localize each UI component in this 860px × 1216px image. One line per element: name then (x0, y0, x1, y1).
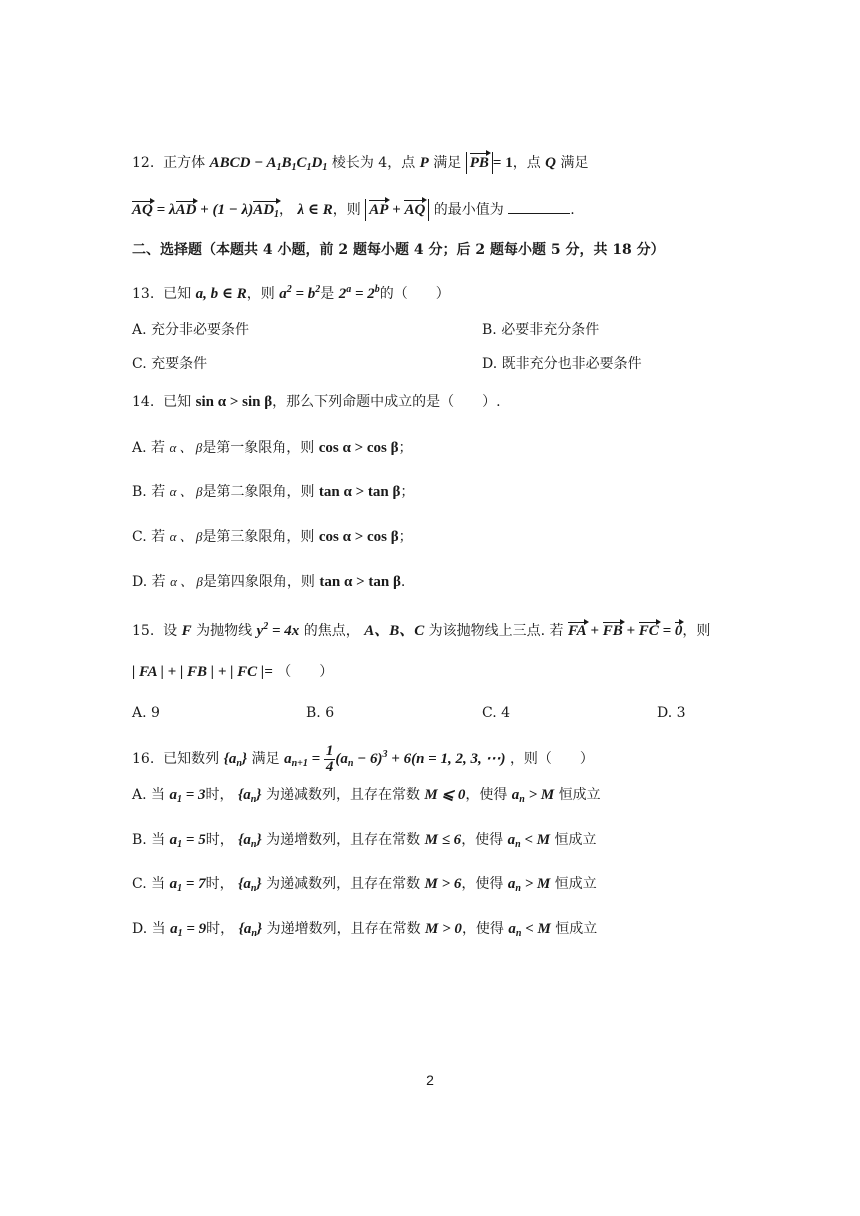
greek-ab: α 、 β (169, 529, 203, 544)
text: 为递减数列，且存在常数 (266, 876, 421, 892)
a1-value: $a_1 = 9$ (170, 921, 207, 939)
a1-value: $a_1 = 7$ (169, 876, 206, 894)
vector-sum: FA + FB + FC = 0 (568, 623, 683, 639)
q15-option-a[interactable]: A. 9 (132, 705, 160, 721)
text: . (400, 574, 406, 590)
text: ； (398, 529, 413, 545)
text: 正方体 (163, 155, 206, 171)
sequence-an: $\{a_n\}$ (223, 751, 248, 769)
answer-blank[interactable] (508, 199, 570, 214)
text: 的（ ） (379, 286, 450, 302)
text: ； (400, 484, 415, 500)
q14-stem (132, 392, 501, 412)
option-label: A. 若 (132, 440, 166, 456)
q14-option-c[interactable] (132, 527, 413, 547)
sequence-an: $\{a_n\}$ (238, 921, 263, 939)
aq-expression: AQ = $\lambda AD + (1 - \lambda)AD_1$ (132, 202, 279, 218)
q15-option-b[interactable]: B. 6 (306, 705, 335, 721)
focus-f: F (181, 623, 192, 639)
a1-value: $a_1 = 3$ (169, 787, 206, 805)
q13-stem (132, 280, 450, 304)
text: ，那么下列命题中成立的是（ ）. (272, 394, 501, 410)
math-expr: tan α > tan β (318, 484, 401, 500)
text: ，使得 (461, 921, 504, 937)
q15-line2 (132, 662, 333, 682)
eq-one: = 1 (492, 155, 513, 171)
q13-option-d[interactable]: D. 既非充分也非必要条件 (482, 356, 642, 372)
q15-option-d[interactable]: D. 3 (657, 705, 686, 721)
text: 是 (320, 286, 335, 302)
text: ，则 (246, 286, 275, 302)
q14-option-a[interactable] (132, 438, 413, 458)
recurrence: $a_{n+1}$ = $\frac{1}{4}$ $(a_n - 6)^3 + 6(n = 1$, 2, 3, ⋯) (284, 743, 506, 776)
abs-sum: | FA | + | FB | + | FC |= (132, 664, 273, 680)
q12-line1 (132, 152, 588, 178)
answer-paren: （ ） (277, 664, 334, 680)
question-number: 15. (132, 623, 155, 639)
q16-option-a[interactable] (132, 785, 601, 810)
power-eq: $2^a = 2^b$ (338, 284, 380, 302)
sequence-an: $\{a_n\}$ (237, 787, 262, 805)
option-label: B. 若 (132, 484, 166, 500)
abs-pb: PB (466, 152, 493, 174)
square-eq: $a^2 = b^2$ (279, 284, 321, 302)
ab-real: a, b ∈ R (195, 286, 247, 302)
text: 的最小值为 (433, 202, 504, 218)
points-abc: A、B、C (364, 623, 425, 639)
text: ； (398, 440, 413, 456)
q13-option-b[interactable]: B. 必要非充分条件 (482, 322, 600, 338)
cube-name: ABCD − $A_1B_1C_1D_1$ (209, 155, 328, 173)
page-number: 2 (426, 1072, 434, 1088)
text: 为抛物线 (196, 623, 253, 639)
text: 已知数列 (163, 751, 220, 767)
question-number: 16. (132, 751, 155, 767)
inequality: $a_n > M$ (511, 787, 555, 805)
question-number: 14. (132, 394, 155, 410)
text: 是第二象限角，则 (202, 484, 315, 500)
text: ， (279, 202, 294, 218)
math-expr: cos α > cos β (318, 440, 399, 456)
text: 为该抛物线上三点. 若 (428, 623, 564, 639)
text: 恒成立 (555, 921, 598, 937)
greek-ab: α 、 β (169, 484, 203, 499)
constant-m: M > 0 (425, 921, 462, 937)
text: ，则 (682, 623, 711, 639)
q13-option-a[interactable]: A. 充分非必要条件 (132, 322, 250, 338)
text: 时， (205, 787, 234, 803)
abs-ap-aq: AP + AQ (365, 199, 429, 221)
sequence-an: $\{a_n\}$ (238, 832, 262, 850)
q16-stem (132, 738, 594, 781)
text: 设 (163, 623, 178, 639)
sin-condition: sin α > sin β (195, 394, 273, 410)
text: ，使得 (461, 876, 504, 892)
parabola-eq: $y^2 = 4x$ (256, 621, 300, 639)
lambda-cond: λ ∈ R (297, 202, 333, 218)
option-label: C. 当 (132, 876, 166, 892)
text: 恒成立 (558, 787, 601, 803)
point-q: Q (545, 155, 557, 171)
question-number: 12. (132, 155, 155, 171)
text: 恒成立 (554, 832, 597, 848)
text: 为递减数列，且存在常数 (265, 787, 420, 803)
q13-option-c[interactable]: C. 充要条件 (132, 356, 208, 372)
text: 时， (205, 832, 234, 848)
text: 为递增数列，且存在常数 (266, 921, 421, 937)
text: 棱长为 4，点 (331, 155, 416, 171)
text: 的焦点， (303, 623, 360, 639)
section-header: 二、选择题（本题共 4 小题，前 2 题每小题 4 分；后 2 题每小题 5 分，共 18 分） (132, 242, 665, 258)
text: ，使得 (461, 832, 504, 848)
option-label: D. 当 (132, 921, 166, 937)
text: 已知 (163, 394, 192, 410)
q12-line2 (132, 199, 575, 225)
constant-m: M > 6 (424, 876, 462, 892)
option-label: D. 若 (132, 574, 166, 590)
constant-m: M ⩽ 0 (424, 787, 466, 803)
constant-m: M ≤ 6 (424, 832, 462, 848)
text: ，使得 (465, 787, 508, 803)
text: 满足 (251, 751, 280, 767)
option-label: B. 当 (132, 832, 166, 848)
text: 是第一象限角，则 (202, 440, 315, 456)
math-expr: cos α > cos β (318, 529, 399, 545)
text: 满足 (560, 155, 589, 171)
q16-option-d[interactable] (132, 919, 597, 944)
text: 时， (205, 876, 234, 892)
q16-option-c[interactable] (132, 874, 597, 899)
math-expr: tan α > tan β (319, 574, 401, 590)
inequality: $a_n > M$ (507, 876, 551, 894)
q15-option-c[interactable]: C. 4 (482, 705, 511, 721)
option-label: A. 当 (132, 787, 166, 803)
greek-ab: α 、 β (169, 440, 203, 455)
option-label: C. 若 (132, 529, 166, 545)
question-number: 13. (132, 286, 155, 302)
inequality: $a_n < M$ (508, 921, 551, 939)
greek-ab: α 、 β (170, 574, 203, 589)
q14-option-d[interactable] (132, 572, 405, 592)
point-p: P (419, 155, 429, 171)
text: 已知 (163, 286, 192, 302)
text: 为递增数列，且存在常数 (266, 832, 421, 848)
q15-line1 (132, 617, 710, 641)
text: ，则 (332, 202, 361, 218)
inequality: $a_n < M$ (507, 832, 551, 850)
text: 恒成立 (554, 876, 597, 892)
text: . (570, 202, 575, 218)
text: 时， (206, 921, 235, 937)
q14-option-b[interactable] (132, 482, 414, 502)
text: ，则（ ） (509, 751, 594, 767)
text: ，点 (512, 155, 541, 171)
text: 满足 (433, 155, 462, 171)
text: 是第四象限角，则 (202, 574, 315, 590)
sequence-an: $\{a_n\}$ (238, 876, 262, 894)
q16-option-b[interactable] (132, 830, 597, 855)
a1-value: $a_1 = 5$ (169, 832, 206, 850)
text: 是第三象限角，则 (202, 529, 315, 545)
fraction: $\frac{1}{4}$ (325, 743, 334, 776)
